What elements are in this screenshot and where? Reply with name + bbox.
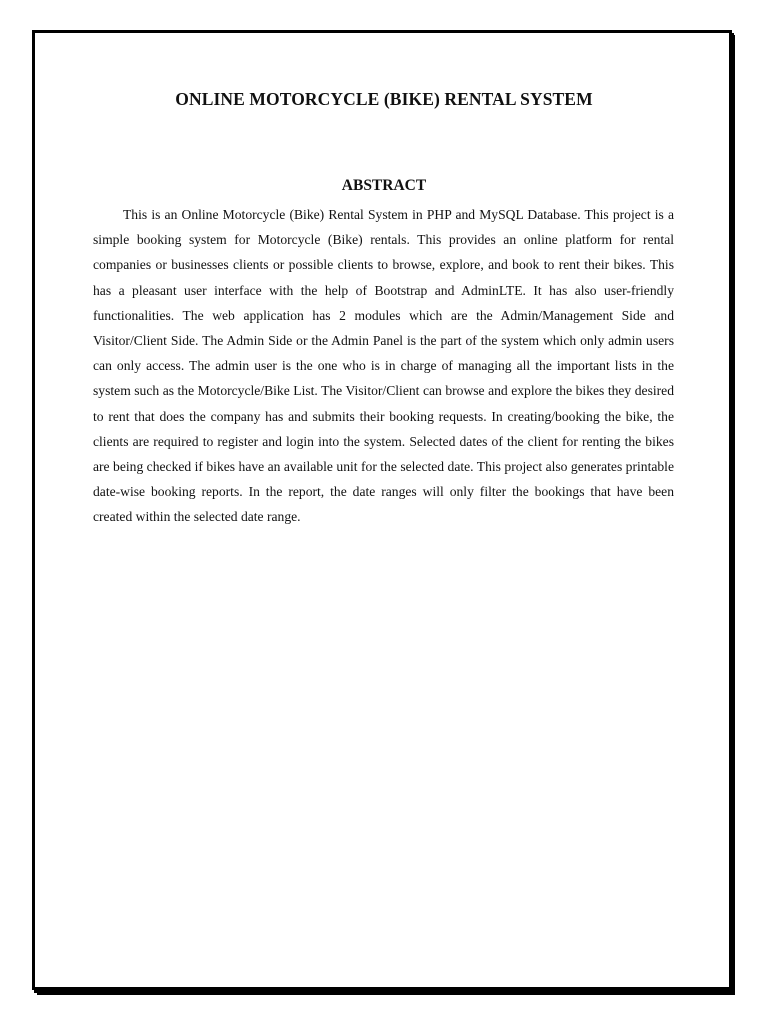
abstract-paragraph: This is an Online Motorcycle (Bike) Rental System in PHP and MySQL Database. This project is a simple booking system for Motorcycle (Bike) rentals. This provides an online platform for rental companies or businesses clients or possible clients to browse, explore, and book to rent their bikes. This has a pleasant user interface with the help of Bootstrap and AdminLTE. It has also user-friendly functionalities. The web application has 2 modules which are the Admin/Management Side and Visitor/Client Side. The Admin Side or the Admin Panel is the part of the system which only admin users can only access. The admin user is the one who is in charge of managing all the important lists in the system such as the Motorcycle/Bike List. The Visitor/Client can browse and explore the bikes they desired to rent that does the company has and submits their booking requests. In creating/booking the bike, the clients are required to register and login into the system. Selected dates of the client for renting the bikes are being checked if bikes have an available unit for the selected date. This project also generates printable date-wise booking reports. In the report, the date ranges will only filter the bookings that have been created within the selected date range. xyxy=(93,207,674,525)
document-title: ONLINE MOTORCYCLE (BIKE) RENTAL SYSTEM xyxy=(175,89,593,109)
abstract-heading: ABSTRACT xyxy=(341,177,427,194)
